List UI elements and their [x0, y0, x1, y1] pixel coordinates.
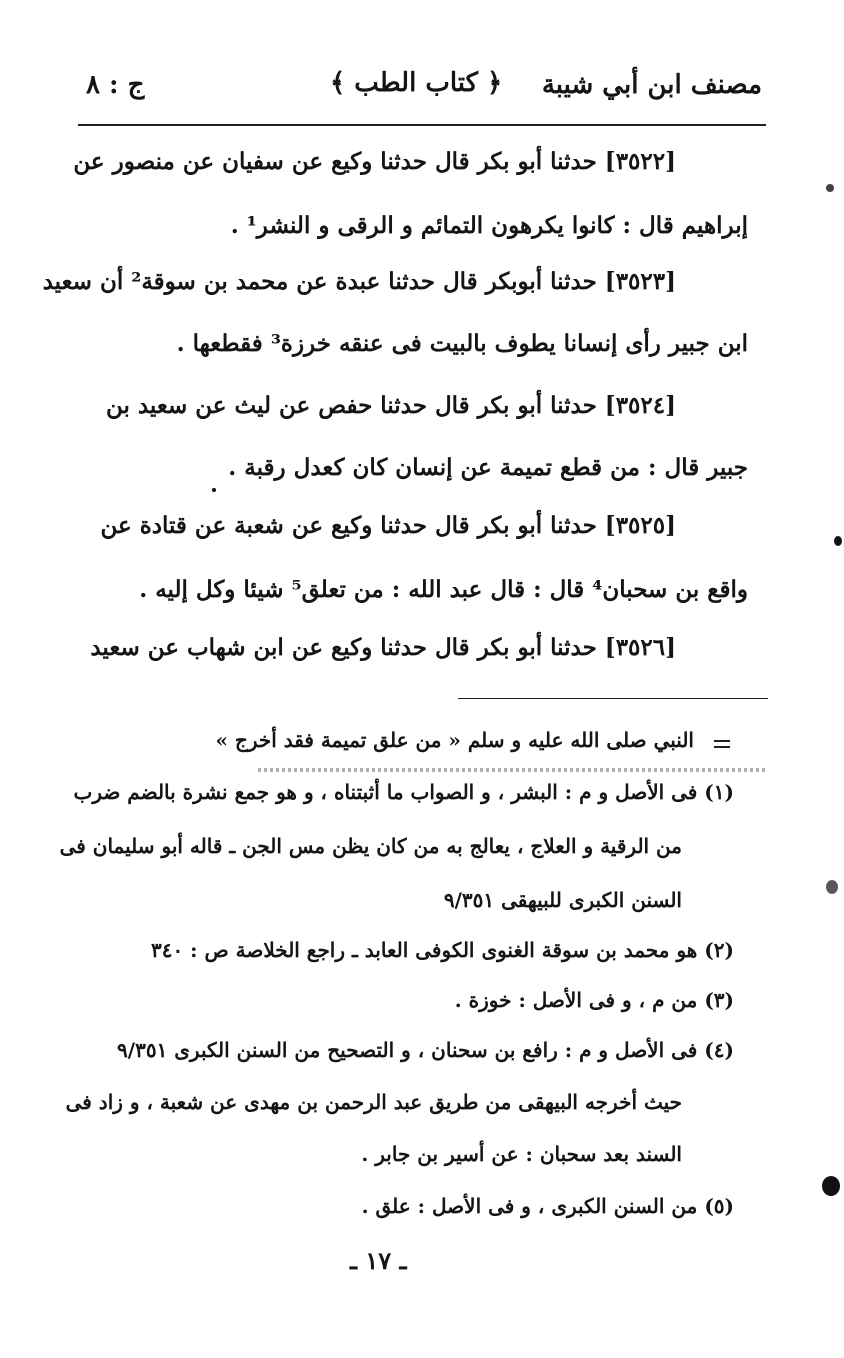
hadith-3524-line2: جبير قال : من قطع تميمة عن إنسان كان كعدل رقبة . — [228, 454, 748, 481]
footnote-separator — [458, 698, 768, 699]
hadith-3522-line1: [٣٥٢٢] حدثنا أبو بكر قال حدثنا وكيع عن سفيان عن منصور عن — [73, 148, 676, 175]
hadith-3523-line1: [٣٥٢٣] حدثنا أبوبكر قال حدثنا عبدة عن محمد بن سوقة² أن سعيد — [42, 268, 676, 295]
footnote-2: (٢) هو محمد بن سوقة الغنوى الكوفى العابد ـ راجع الخلاصة ص : ٣٤٠ — [150, 938, 734, 962]
scan-smudge — [826, 880, 838, 894]
hadith-3525-line1: [٣٥٢٥] حدثنا أبو بكر قال حدثنا وكيع عن شعبة عن قتادة عن — [100, 512, 676, 539]
scan-smudge — [822, 1176, 840, 1196]
page-number: ـ ١٧ ـ — [350, 1246, 407, 1275]
footnote-1-line2: من الرقية و العلاج ، يعالج به من كان يظن مس الجن ـ قاله أبو سليمان فى — [59, 834, 682, 858]
header-book-title: ﴿ كتاب الطب ﴾ — [330, 68, 503, 98]
footnote-4-line1: (٤) فى الأصل و م : رافع بن سحنان ، و التصحيح من السنن الكبرى ٩/٣٥١ — [117, 1038, 734, 1062]
hadith-3522-line2: إبراهيم قال : كانوا يكرهون التمائم و الرقى و النشر¹ . — [230, 212, 748, 239]
hadith-3525-line2: واقع بن سحبان⁴ قال : قال عبد الله : من تعلق⁵ شيئا وكل إليه . — [139, 576, 748, 603]
footnote-1-line3: السنن الكبرى للبيهقى ٩/٣٥١ — [443, 888, 682, 912]
hadith-3524-line1: [٣٥٢٤] حدثنا أبو بكر قال حدثنا حفص عن ليث عن سعيد بن — [105, 392, 676, 419]
scan-speck — [212, 488, 216, 492]
equals-mark — [714, 740, 730, 742]
footnote-3: (٣) من م ، و فى الأصل : خوزة . — [454, 988, 734, 1012]
footnote-continuation: النبي صلى الله عليه و سلم « من علق تميمة فقد أخرج » — [215, 728, 694, 752]
header-author: مصنف ابن أبي شيبة — [541, 70, 762, 100]
scan-smudge — [834, 536, 842, 546]
scan-smudge — [826, 184, 834, 192]
hadith-3523-line2: ابن جبير رأى إنسانا يطوف بالبيت فى عنقه خرزة³ فقطعها . — [176, 330, 748, 357]
footnote-4-line2: حيث أخرجه البيهقى من طريق عبد الرحمن بن مهدى عن شعبة ، و زاد فى — [65, 1090, 682, 1114]
footnote-5: (٥) من السنن الكبرى ، و فى الأصل : علق . — [361, 1194, 734, 1218]
hadith-3526-line1: [٣٥٢٦] حدثنا أبو بكر قال حدثنا وكيع عن ابن شهاب عن سعيد — [90, 634, 676, 661]
wavy-divider — [258, 768, 768, 772]
footnote-4-line3: السند بعد سحبان : عن أسير بن جابر . — [361, 1142, 682, 1166]
header-volume: ج : ٨ — [86, 70, 145, 100]
header-rule — [78, 124, 766, 126]
footnote-1-line1: (١) فى الأصل و م : البشر ، و الصواب ما أثبتناه ، و هو جمع نشرة بالضم ضرب — [73, 780, 734, 804]
